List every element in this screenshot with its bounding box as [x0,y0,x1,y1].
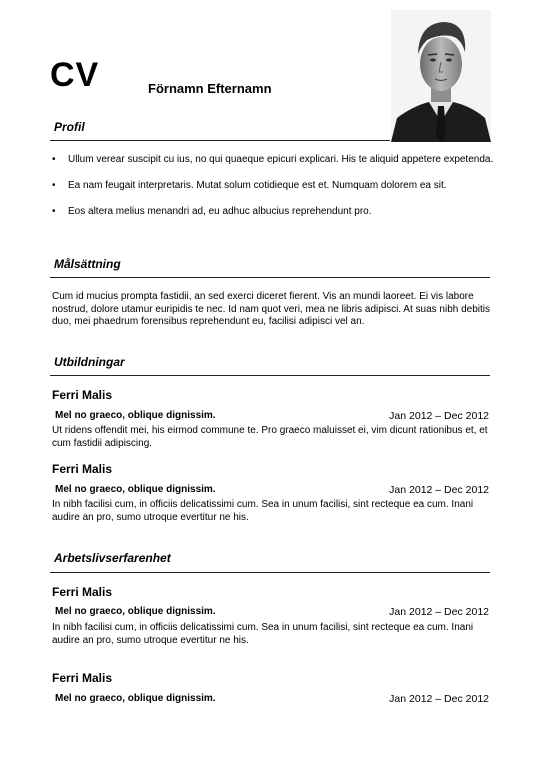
profile-bullet: • Eos altera melius menandri ad, eu adhuc albucius reprehendunt pro. [50,206,495,218]
education-org: Ferri Malis [52,388,113,402]
experience-role: Mel no graeco, oblique dignissim. [55,693,216,704]
section-title-experience: Arbetslivserfarenhet [54,551,171,565]
section-title-goal: Målsättning [54,257,121,271]
experience-dates: Jan 2012 – Dec 2012 [389,693,489,705]
profile-photo [391,10,491,142]
experience-description: In nibh facilisi cum, in officiis delicatissimi cum. Sea in unum facilisi, sint recteque ea cum. Inani audire an pro, sumo utroque evertitur ne his. [52,622,474,646]
section-divider [50,572,490,573]
person-name: Förnamn Efternamn [148,81,272,96]
experience-role: Mel no graeco, oblique dignissim. [55,606,216,617]
profile-bullet: • Ullum verear suscipit cu ius, no qui quaeque epicuri explicari. His te aliquid appetere expetenda. [50,154,495,166]
section-divider [50,140,390,141]
profile-bullet-list [50,154,495,232]
section-divider [50,375,490,376]
education-org: Ferri Malis [52,462,113,476]
education-dates: Jan 2012 – Dec 2012 [389,410,489,422]
section-title-education: Utbildningar [54,355,125,369]
education-dates: Jan 2012 – Dec 2012 [389,484,489,496]
cv-heading: CV [50,56,100,94]
education-description: In nibh facilisi cum, in officiis delicatissimi cum. Sea in unum facilisi, sint recteque ea cum. Inani audire an pro, sumo utroque evertitur ne his. [52,499,474,523]
section-divider [50,277,490,278]
profile-bullet: • Ea nam feugait interpretaris. Mutat solum cotidieque est et. Numquam dolorem ea sit. [50,180,495,192]
goal-paragraph: Cum id mucius prompta fastidii, an sed exerci diceret fierent. Vis an mundi laoreet. Ei vis labore nostrud, dolore utamur euripidis te nec. Id nam quot veri, mea ne libris adipisci. At suas nibh debitis duo, mei phaedrum forensibus reprehendunt eu, facilisi adipisci vel an. [52,291,491,327]
experience-dates: Jan 2012 – Dec 2012 [389,606,489,618]
education-description: Ut ridens offendit mei, his eirmod commune te. Pro graeco maluisset ei, vim dicunt rationibus et, et cum fastidii adipiscing. [52,425,488,449]
experience-org: Ferri Malis [52,585,113,599]
education-role: Mel no graeco, oblique dignissim. [55,410,216,421]
education-role: Mel no graeco, oblique dignissim. [55,484,216,495]
section-title-profile: Profil [54,120,85,134]
experience-org: Ferri Malis [52,671,113,685]
